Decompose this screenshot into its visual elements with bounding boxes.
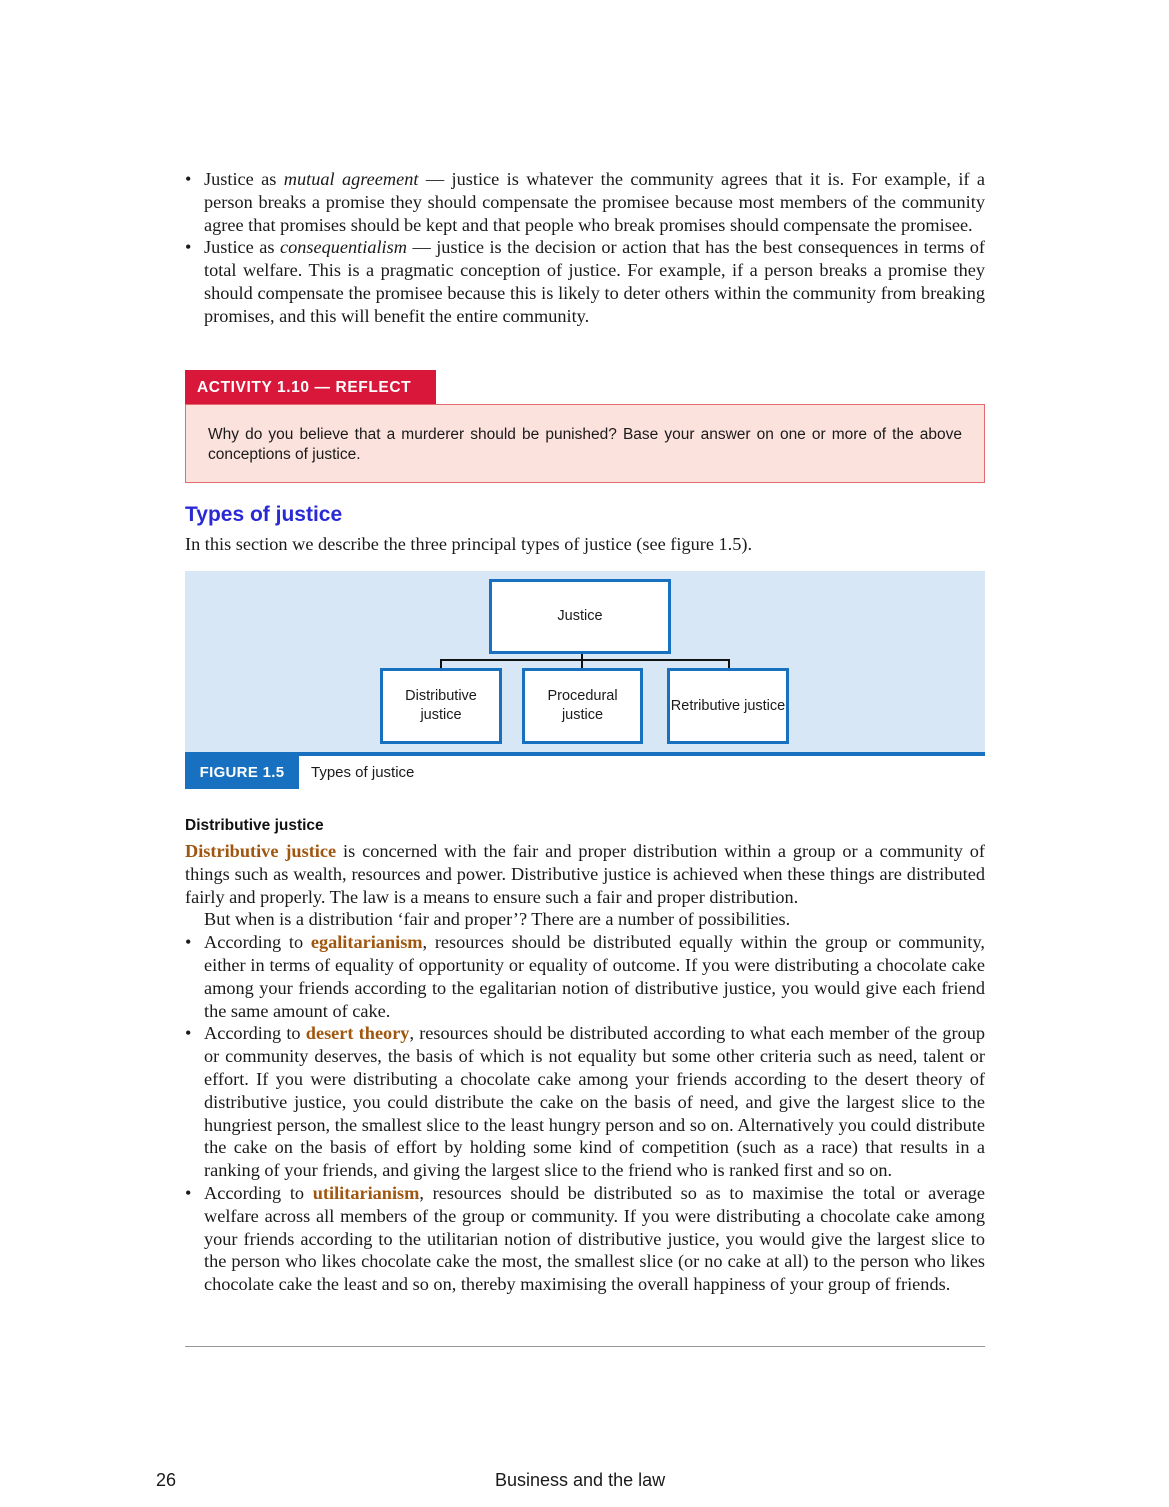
list-item-text: — justice is whatever the community agrees that it is. For example, if a person breaks a promise they should compensate the promisee because most members of the community agree that promises should be kept and that people who break promises should compensate the promisee.: [204, 169, 985, 235]
activity-header: ACTIVITY 1.10 — REFLECT: [185, 370, 436, 405]
figure-label: FIGURE 1.5: [185, 756, 299, 789]
bullet-icon: •: [185, 1023, 192, 1044]
figure-caption: Types of justice: [311, 764, 415, 781]
section-intro: In this section we describe the three principal types of justice (see figure 1.5).: [185, 534, 753, 554]
activity-body: Why do you believe that a murderer should be punished? Base your answer on one or more of the above conceptions of justice.: [185, 404, 985, 483]
conceptions-list: [185, 168, 985, 328]
bullet-icon: •: [185, 932, 192, 953]
list-item: [185, 236, 985, 327]
paragraph: But when is a distribution ‘fair and proper’? There are a number of possibilities.: [204, 909, 791, 930]
key-term: egalitarianism: [310, 932, 423, 953]
diagram-node-root: Justice: [489, 579, 671, 654]
bullet-icon: •: [185, 1182, 192, 1203]
bullet-icon: •: [185, 169, 192, 189]
distributive-section: [185, 840, 985, 1296]
list-item-lead: Justice as: [204, 237, 280, 258]
list-item: • According to utilitarianism, resources should be distributed so as to maximise the total or average welfare across all members of the group or community. If you were distributing a chocolate cake among your friends according to the utilitarian notion of distributive justice, you would give the largest slice to the person who likes chocolate cake the most, the smallest slice (or no cake at all) to the person who likes chocolate cake the least and so on, thereby maximising the overall happiness of your group of friends.: [185, 1182, 985, 1295]
list-item: • According to egalitarianism, resources should be distributed equally within the group or community, either in terms of equality of opportunity or equality of outcome. If you were distributing a chocolate cake among your friends according to the egalitarian notion of distributive justice, you would give each friend the same amount of cake.: [185, 932, 985, 1021]
bullet-icon: •: [185, 237, 192, 258]
subheading: Distributive justice: [185, 817, 324, 834]
list-item-text: — justice is the decision or action that has the best consequences in terms of total welfare. This is a pragmatic conception of justice. For example, if a person breaks a promise they should compensate the promisee because this is likely to deter others within the community from breaking promises, and this will benefit the entire community.: [204, 237, 985, 326]
diagram-node-retributive: Retributive justice: [667, 668, 789, 744]
key-term: utilitarianism: [312, 1182, 420, 1203]
list-item-lead: Justice as: [204, 169, 284, 189]
diagram-connector: [581, 654, 583, 669]
diagram-node-procedural: Procedural justice: [522, 668, 643, 744]
list-item: [185, 168, 985, 236]
paragraph: Distributive justice is concerned with the fair and proper distribution within a group or a community of things such as wealth, resources and power. Distributive justice is achieved when these things are distributed fairly and properly. The law is a means to ensure such a fair and proper distribution.: [185, 841, 985, 907]
running-title: Business and the law: [495, 1470, 666, 1490]
emphasized-term: mutual agreement: [283, 169, 419, 189]
diagram-node-distributive: Distributive justice: [380, 668, 502, 744]
emphasized-term: consequentialism: [280, 237, 407, 258]
list-item: • According to desert theory, resources should be distributed according to what each member of the group or community deserves, the basis of which is not equality but some other criteria such as need, talent or effort. If you were distributing a chocolate cake among your friends according to the desert theory of distributive justice, you could distribute the cake on the basis of need, and give the largest slice to the hungriest person, the smallest slice to the least hungry person and so on. Alternatively you could distribute the cake on the basis of effort by holding some kind of competition (such as a race) that results in a ranking of your friends, and giving the largest slice to the friend who is ranked first and so on.: [185, 1023, 985, 1181]
footer-divider: [185, 1346, 985, 1347]
key-term: Distributive justice: [185, 841, 337, 861]
figure-rule: [185, 752, 985, 756]
key-term: desert theory: [305, 1023, 410, 1044]
diagram-connector: [440, 659, 730, 661]
page-number: 26: [156, 1470, 177, 1490]
section-heading: Types of justice: [185, 503, 343, 526]
